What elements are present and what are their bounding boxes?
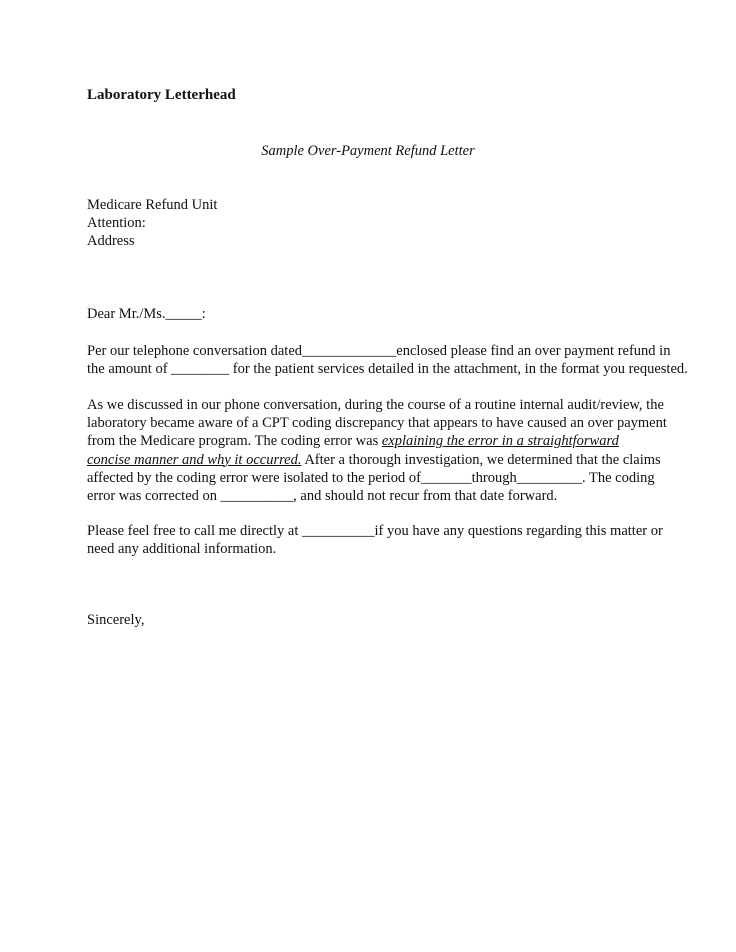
salutation: Dear Mr./Ms._____: (87, 306, 206, 322)
paragraph-2-line-4-text: After a thorough investigation, we determined that the claims (301, 451, 661, 468)
paragraph-2-line-4 (87, 451, 661, 469)
address-line-2: Attention: (87, 215, 146, 231)
paragraph-2-line-2: laboratory became aware of a CPT coding discrepancy that appears to have caused an over payment (87, 415, 667, 432)
letterhead: Laboratory Letterhead (87, 87, 236, 103)
closing: Sincerely, (87, 612, 145, 628)
paragraph-2-line-3-text: from the Medicare program. The coding error was (87, 433, 382, 450)
address-line-3: Address (87, 233, 135, 249)
paragraph-1-line-2: the amount of ________ for the patient services detailed in the attachment, in the format you requested. (87, 361, 688, 378)
paragraph-2-line-6: error was corrected on __________, and should not recur from that date forward. (87, 488, 558, 505)
paragraph-2-line-3 (87, 432, 657, 450)
paragraph-2 (87, 396, 667, 505)
letter-subtitle: Sample Over-Payment Refund Letter (261, 143, 475, 159)
paragraph-3-line-2: need any additional information. (87, 541, 277, 558)
error-explanation-placeholder-cont: concise manner and why it occurred. (87, 451, 302, 468)
paragraph-3 (87, 522, 663, 558)
paragraph-3-line-1: Please feel free to call me directly at __________if you have any questions regarding this matter or (87, 523, 663, 539)
paragraph-1-line-1: Per our telephone conversation dated_____________enclosed please find an over payment refund in (87, 343, 671, 359)
paragraph-2-line-1: As we discussed in our phone conversation, during the course of a routine internal audit/review, the (87, 397, 664, 413)
paragraph-2-line-5: affected by the coding error were isolated to the period of_______through_________. The coding (87, 469, 655, 486)
recipient-address (87, 196, 217, 250)
error-explanation-placeholder: explaining the error in a straightforward (381, 433, 619, 450)
address-line-1: Medicare Refund Unit (87, 197, 218, 213)
paragraph-1 (87, 342, 688, 378)
